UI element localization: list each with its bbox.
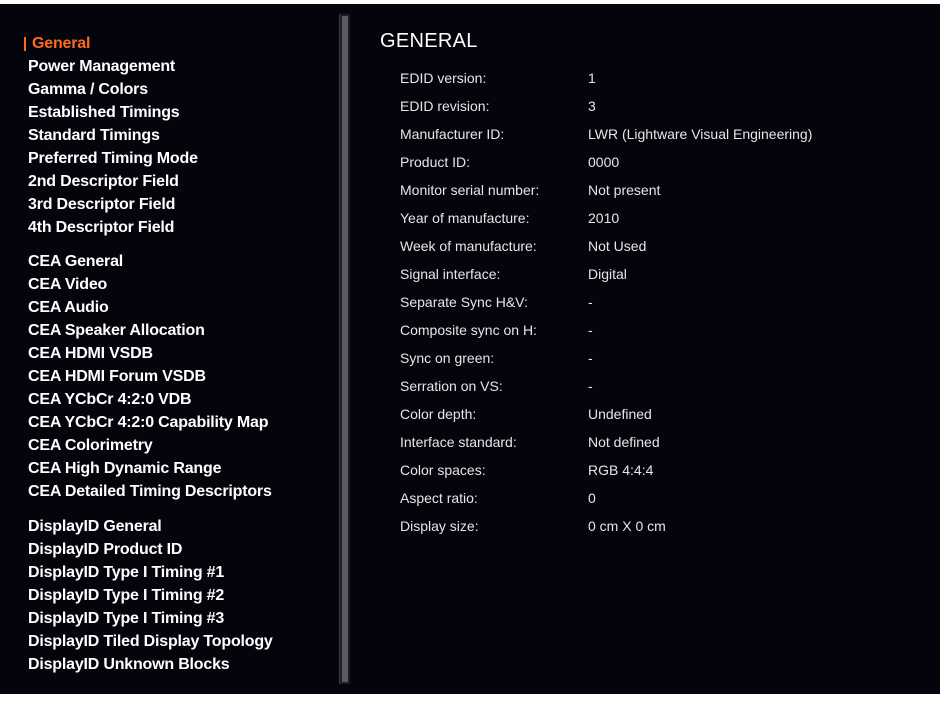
property-label: Color depth: <box>400 406 477 422</box>
nav-item-label: DisplayID Type I Timing #1 <box>28 564 225 581</box>
nav-item-displayid-type-i-timing-2[interactable] <box>24 584 273 607</box>
active-indicator <box>24 37 26 51</box>
nav-item-label: CEA HDMI Forum VSDB <box>28 368 206 385</box>
nav-item-label: CEA YCbCr 4:2:0 Capability Map <box>28 414 269 431</box>
property-label: Year of manufacture: <box>400 210 530 226</box>
nav-item-cea-ycbcr-4-2-0-vdb[interactable] <box>24 388 272 411</box>
property-row <box>400 428 920 456</box>
nav-group <box>24 515 273 676</box>
nav-item-3rd-descriptor-field[interactable] <box>24 193 198 216</box>
nav-item-label: CEA Colorimetry <box>28 437 153 454</box>
nav-item-cea-speaker-allocation[interactable] <box>24 319 272 342</box>
nav-item-displayid-product-id[interactable] <box>24 538 273 561</box>
property-row <box>400 232 920 260</box>
property-value: - <box>588 294 593 310</box>
nav-item-displayid-unknown-blocks[interactable] <box>24 653 273 676</box>
property-row <box>400 372 920 400</box>
nav-item-established-timings[interactable] <box>24 101 198 124</box>
nav-item-label: Power Management <box>28 58 176 75</box>
nav-item-gamma-colors[interactable] <box>24 78 198 101</box>
property-value: 3 <box>588 98 596 114</box>
property-value: 0 <box>588 490 596 506</box>
property-row <box>400 260 920 288</box>
property-label: Color spaces: <box>400 462 486 478</box>
property-value: Undefined <box>588 406 652 422</box>
property-label: Sync on green: <box>400 350 495 366</box>
property-row <box>400 204 920 232</box>
property-value: 0 cm X 0 cm <box>588 518 666 534</box>
property-label: Signal interface: <box>400 266 501 282</box>
nav-item-label: 2nd Descriptor Field <box>28 173 179 190</box>
nav-item-displayid-type-i-timing-3[interactable] <box>24 607 273 630</box>
nav-item-label: 3rd Descriptor Field <box>28 196 176 213</box>
nav-item-label: CEA Detailed Timing Descriptors <box>28 483 272 500</box>
property-row <box>400 120 920 148</box>
nav-item-label: CEA Audio <box>28 299 109 316</box>
property-label: Display size: <box>400 518 479 534</box>
property-list <box>400 64 920 540</box>
property-row <box>400 288 920 316</box>
property-label: Monitor serial number: <box>400 182 540 198</box>
nav-item-label: DisplayID Tiled Display Topology <box>28 633 273 650</box>
nav-item-cea-colorimetry[interactable] <box>24 434 272 457</box>
property-label: Composite sync on H: <box>400 322 537 338</box>
property-value: Digital <box>588 266 627 282</box>
nav-item-displayid-tiled-display-topology[interactable] <box>24 630 273 653</box>
nav-item-displayid-type-i-timing-1[interactable] <box>24 561 273 584</box>
property-label: Product ID: <box>400 154 471 170</box>
nav-item-power-management[interactable] <box>24 55 198 78</box>
nav-item-label: General <box>32 35 91 52</box>
property-label: Week of manufacture: <box>400 238 537 254</box>
property-label: Serration on VS: <box>400 378 503 394</box>
nav-item-general[interactable] <box>24 32 198 55</box>
nav-item-cea-hdmi-forum-vsdb[interactable] <box>24 365 272 388</box>
nav-item-label: CEA High Dynamic Range <box>28 460 222 477</box>
property-value: 0000 <box>588 154 620 170</box>
property-value: Not Used <box>588 238 647 254</box>
section-nav <box>0 4 338 694</box>
nav-item-label: Gamma / Colors <box>28 81 148 98</box>
nav-item-cea-high-dynamic-range[interactable] <box>24 457 272 480</box>
nav-item-label: 4th Descriptor Field <box>28 219 175 236</box>
property-row <box>400 512 920 540</box>
property-row <box>400 148 920 176</box>
nav-item-cea-detailed-timing-descriptors[interactable] <box>24 480 272 503</box>
nav-item-label: CEA Speaker Allocation <box>28 322 205 339</box>
page-title: GENERAL <box>380 30 478 52</box>
sidebar-scrollbar[interactable] <box>339 14 350 684</box>
nav-group <box>24 32 198 239</box>
nav-item-cea-audio[interactable] <box>24 296 272 319</box>
nav-item-4th-descriptor-field[interactable] <box>24 216 198 239</box>
property-row <box>400 64 920 92</box>
property-label: Manufacturer ID: <box>400 126 505 142</box>
property-label: Aspect ratio: <box>400 490 478 506</box>
property-row <box>400 456 920 484</box>
scrollbar-thumb[interactable] <box>342 16 348 682</box>
property-row <box>400 484 920 512</box>
nav-item-label: DisplayID Type I Timing #2 <box>28 587 225 604</box>
property-value: 1 <box>588 70 596 86</box>
nav-item-label: DisplayID General <box>28 518 162 535</box>
nav-item-label: Standard Timings <box>28 127 160 144</box>
nav-item-displayid-general[interactable] <box>24 515 273 538</box>
nav-item-label: DisplayID Unknown Blocks <box>28 656 230 673</box>
property-value: Not present <box>588 182 661 198</box>
nav-item-label: CEA Video <box>28 276 108 293</box>
nav-item-cea-ycbcr-4-2-0-capability-map[interactable] <box>24 411 272 434</box>
nav-item-2nd-descriptor-field[interactable] <box>24 170 198 193</box>
property-value: Not defined <box>588 434 660 450</box>
nav-item-cea-video[interactable] <box>24 273 272 296</box>
property-row <box>400 344 920 372</box>
property-value: - <box>588 378 593 394</box>
property-label: EDID version: <box>400 70 487 86</box>
property-value: - <box>588 350 593 366</box>
nav-item-label: CEA General <box>28 253 124 270</box>
edid-viewer-panel <box>0 4 940 694</box>
property-value: 2010 <box>588 210 620 226</box>
property-value: LWR (Lightware Visual Engineering) <box>588 126 813 142</box>
nav-item-label: Preferred Timing Mode <box>28 150 198 167</box>
property-value: RGB 4:4:4 <box>588 462 654 478</box>
property-row <box>400 400 920 428</box>
nav-item-label: CEA HDMI VSDB <box>28 345 153 362</box>
nav-item-standard-timings[interactable] <box>24 124 198 147</box>
nav-group <box>24 250 272 503</box>
property-row <box>400 316 920 344</box>
nav-item-label: DisplayID Type I Timing #3 <box>28 610 225 627</box>
nav-item-cea-hdmi-vsdb[interactable] <box>24 342 272 365</box>
nav-item-label: Established Timings <box>28 104 180 121</box>
property-row <box>400 176 920 204</box>
nav-item-cea-general[interactable] <box>24 250 272 273</box>
nav-item-label: DisplayID Product ID <box>28 541 183 558</box>
property-row <box>400 92 920 120</box>
property-label: Separate Sync H&V: <box>400 294 528 310</box>
nav-item-preferred-timing-mode[interactable] <box>24 147 198 170</box>
nav-item-label: CEA YCbCr 4:2:0 VDB <box>28 391 192 408</box>
property-value: - <box>588 322 593 338</box>
property-label: Interface standard: <box>400 434 517 450</box>
property-label: EDID revision: <box>400 98 490 114</box>
